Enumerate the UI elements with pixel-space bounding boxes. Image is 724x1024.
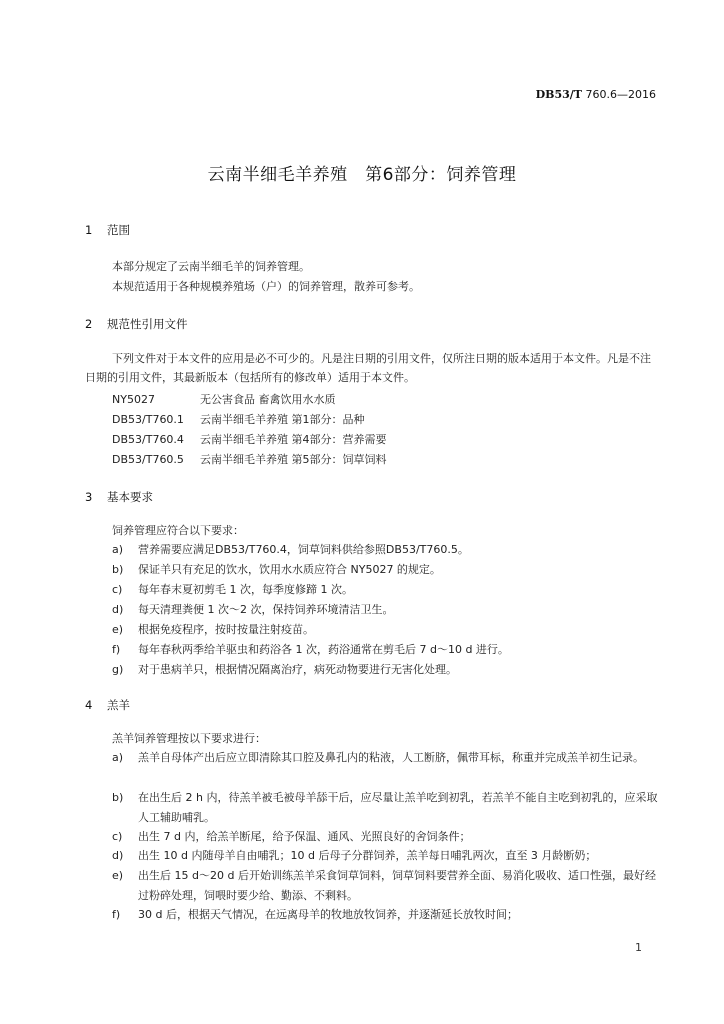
reference-title: 云南半细毛羊养殖 第5部分：饲草饲料	[200, 453, 387, 466]
list-text: 根据免疫程序，按时按量注射疫苗。	[138, 623, 314, 636]
reference-item	[112, 411, 365, 427]
reference-title: 无公害食品 畜禽饮用水水质	[200, 393, 336, 406]
reference-item	[112, 391, 336, 407]
reference-title: 云南半细毛羊养殖 第4部分：营养需要	[200, 433, 387, 446]
list-text: 在出生后 2 h 内，待羔羊被毛被母羊舔干后，应尽量让羔羊吃到初乳，若羔羊不能自主吃到初乳的，应采取人工辅助哺乳。	[138, 791, 658, 824]
paragraph: 羔羊饲养管理按以下要求进行：	[112, 732, 266, 745]
paragraph: 下列文件对于本文件的应用是必不可少的。凡是注日期的引用文件，仅所注日期的版本适用于本文件。凡是不注日期的引用文件，其最新版本（包括所有的修改单）适用于本文件。	[85, 352, 651, 384]
list-label: e)	[112, 623, 124, 636]
list-label: b)	[112, 791, 124, 804]
list-text: 每年春末夏初剪毛 1 次，每季度修蹄 1 次。	[138, 583, 353, 596]
list-text: 出生后 15 d～20 d 后开始训练羔羊采食饲草饲料，饲草饲料要营养全面、易消化吸收、适口性强，最好经过粉碎处理，饲喂时要少给、勤添、不剩料。	[138, 869, 656, 902]
list-label: c)	[112, 583, 123, 596]
list-label: c)	[112, 830, 123, 843]
reference-code: DB53/T760.4	[112, 433, 184, 446]
list-label: a)	[112, 751, 124, 764]
paragraph: 本部分规定了云南半细毛羊的饲养管理。	[112, 260, 310, 273]
list-item	[112, 788, 660, 828]
list-label: d)	[112, 603, 124, 616]
section-number: 1	[85, 223, 93, 237]
list-text: 保证羊只有充足的饮水，饮用水水质应符合 NY5027 的规定。	[138, 563, 441, 576]
section-2-heading	[85, 316, 188, 332]
list-label: e)	[112, 869, 124, 882]
reference-title: 云南半细毛羊养殖 第1部分：品种	[200, 413, 365, 426]
reference-item	[112, 431, 387, 447]
list-label: b)	[112, 563, 124, 576]
standard-code-prefix: DB53/T	[535, 88, 582, 101]
list-text: 30 d 后，根据天气情况，在远离母羊的牧地放牧饲养，并逐渐延长放牧时间；	[138, 908, 518, 921]
document-title: 云南半细毛羊养殖 第6部分：饲养管理	[207, 165, 517, 185]
list-text: 每天清理粪便 1 次～2 次，保持饲养环境清洁卫生。	[138, 603, 394, 616]
list-text: 对于患病羊只，根据情况隔离治疗，病死动物要进行无害化处理。	[138, 663, 457, 676]
list-item	[112, 600, 660, 620]
list-item	[112, 640, 660, 660]
list-item	[112, 905, 660, 925]
list-text: 羔羊自母体产出后应立即清除其口腔及鼻孔内的粘液，人工断脐，佩带耳标，称重并完成羔羊初生记录。	[138, 751, 644, 764]
list-item	[112, 560, 660, 580]
list-text: 营养需要应满足DB53/T760.4，饲草饲料供给参照DB53/T760.5。	[138, 543, 469, 556]
section-4-heading	[85, 697, 130, 713]
reference-code: DB53/T760.5	[112, 453, 184, 466]
section-title: 规范性引用文件	[107, 317, 188, 331]
list-text: 出生 10 d 内随母羊自由哺乳；10 d 后母子分群饲养，羔羊每日哺乳两次，直至 3 月龄断奶；	[138, 849, 597, 862]
standard-code-number: 760.6—2016	[585, 88, 656, 101]
list-item	[112, 540, 660, 560]
list-text: 出生 7 d 内，给羔羊断尾，给予保温、通风、光照良好的舍饲条件；	[138, 830, 471, 843]
section-title: 范围	[107, 223, 130, 237]
section-number: 2	[85, 317, 93, 331]
section-title: 基本要求	[107, 490, 153, 504]
list-text: 每年春秋两季给羊驱虫和药浴各 1 次，药浴通常在剪毛后 7 d～10 d 进行。	[138, 643, 509, 656]
list-item	[112, 846, 660, 866]
section-title: 羔羊	[107, 698, 130, 712]
paragraph: 饲养管理应符合以下要求：	[112, 524, 244, 537]
section-number: 3	[85, 490, 93, 504]
section-1-heading	[85, 222, 130, 238]
reference-item	[112, 451, 387, 467]
list-item	[112, 620, 660, 640]
reference-code: NY5027	[112, 393, 155, 406]
list-item	[112, 866, 660, 906]
list-label: d)	[112, 849, 124, 862]
paragraph: 本规范适用于各种规模养殖场（户）的饲养管理，散养可参考。	[112, 280, 420, 293]
list-label: g)	[112, 663, 124, 676]
section-number: 4	[85, 698, 93, 712]
list-item	[112, 660, 660, 680]
list-label: a)	[112, 543, 124, 556]
list-item	[112, 748, 660, 768]
page-number: 1	[635, 941, 642, 954]
list-item	[112, 580, 660, 600]
list-label: f)	[112, 643, 121, 656]
list-label: f)	[112, 908, 121, 921]
list-item	[112, 827, 660, 847]
reference-code: DB53/T760.1	[112, 413, 184, 426]
standard-code	[536, 88, 656, 101]
section-3-heading	[85, 489, 153, 505]
